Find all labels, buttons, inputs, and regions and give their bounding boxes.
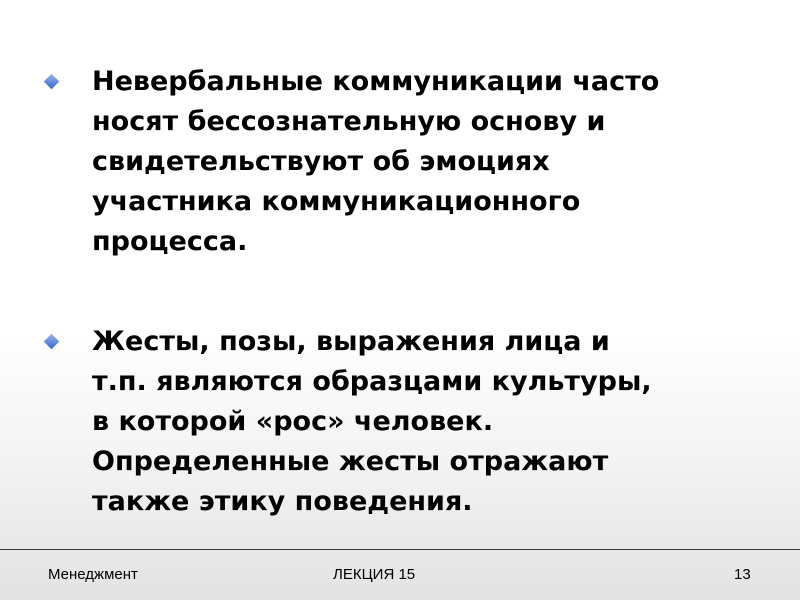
bullet-line: носят бессознательную основу и	[92, 106, 606, 137]
footer-course-name: Менеджмент	[48, 566, 138, 583]
bullet-line: также этику поведения.	[92, 486, 473, 517]
bullet-line: Определенные жесты отражают	[92, 446, 609, 477]
footer-lecture-label: ЛЕКЦИЯ 15	[333, 566, 416, 583]
bullet-item	[40, 322, 760, 522]
diamond-bullet-icon	[44, 74, 60, 90]
bullet-line: т.п. являются образцами культуры,	[92, 366, 652, 397]
bullet-line: процесса.	[92, 226, 248, 257]
bullet-text	[92, 322, 760, 522]
slide-content	[40, 62, 760, 522]
bullet-line: Невербальные коммуникации часто	[92, 66, 660, 97]
bullet-line: в которой «рос» человек.	[92, 406, 494, 437]
footer-divider	[0, 549, 800, 550]
bullet-line: участника коммуникационного	[92, 186, 581, 217]
diamond-bullet-icon	[44, 334, 60, 350]
bullet-item	[40, 62, 760, 262]
bullet-line: Жесты, позы, выражения лица и	[92, 326, 610, 357]
bullet-line: свидетельствуют об эмоциях	[92, 146, 550, 177]
bullet-text	[92, 62, 760, 262]
footer-page-number: 13	[734, 566, 751, 583]
